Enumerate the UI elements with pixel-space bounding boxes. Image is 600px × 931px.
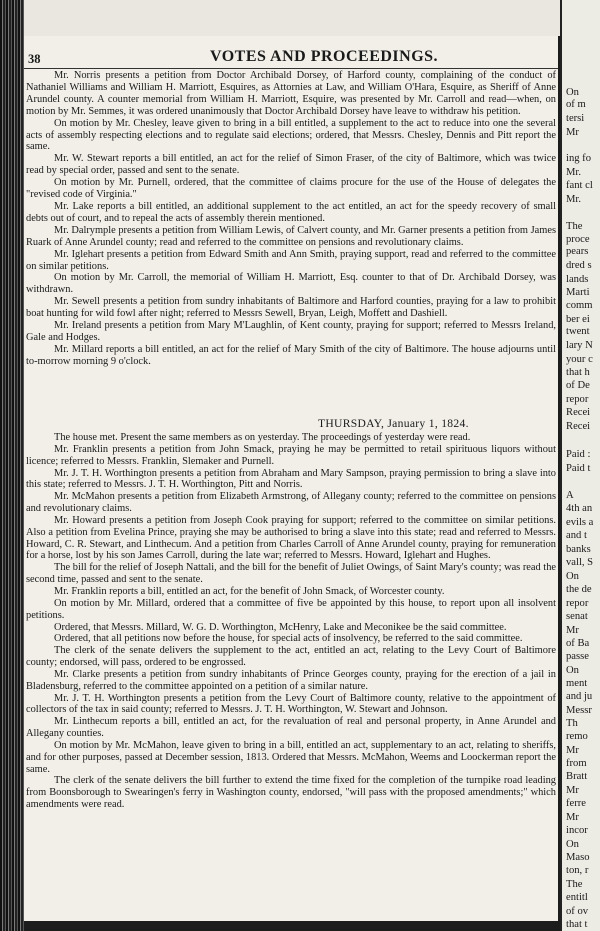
- adjacent-page-fragment: ment: [566, 678, 588, 689]
- proceeding-paragraph: Mr. Ireland presents a petition from Mary M'Laughlin, of Kent county, praying for support; referred to Messrs Ireland, Gale and Hodges.: [26, 320, 556, 343]
- adjacent-page-fragment: evils a: [566, 517, 594, 528]
- proceeding-paragraph: Mr. Franklin reports a bill, entitled an act, for the benefit of John Smack, of Worcester county.: [54, 585, 445, 597]
- adjacent-page-fragment: of m: [566, 99, 586, 110]
- proceeding-paragraph: The clerk of the senate delivers the bill further to extend the time fixed for the completion of the turnpike road leading from Boonsborough to Swearingen's ferry in Washington county, endorsed, "will pass with the proposed amendments;" which amendments were read.: [26, 775, 556, 811]
- adjacent-page-fragment: from: [566, 758, 587, 769]
- adjacent-page-fragment: The: [566, 879, 583, 890]
- proceeding-paragraph: Mr. Clarke presents a petition from sundry inhabitants of Prince Georges county, praying for the erection of a jail in Bladensburg, referred to the committee appointed on a petition of a similar nature.: [26, 668, 556, 692]
- adjacent-page-fragment: On: [566, 839, 579, 850]
- adjacent-page-fragment: of ov: [566, 906, 589, 917]
- proceeding-paragraph: Mr. Millard reports a bill entitled, an act for the relief of Mary Smith of the city of Baltimore. The house adjourns until to-morrow morning 9 o'clock.: [26, 343, 556, 367]
- adjacent-page-fragment: incor: [566, 825, 588, 836]
- adjacent-page-fragment: On: [566, 571, 579, 582]
- adjacent-page-fragment: tersi: [566, 113, 585, 124]
- adjacent-page-edge: [560, 0, 600, 931]
- proceeding-paragraph: The bill for the relief of Joseph Nattali, and the bill for the benefit of Juliet Owings, of Saint Mary's county; was read the second time, passed and sent to the senate.: [26, 562, 556, 586]
- adjacent-page-fragment: senat: [566, 611, 588, 622]
- adjacent-page-fragment: On: [566, 665, 579, 676]
- proceeding-paragraph: Mr. J. T. H. Worthington presents a petition from Abraham and Mary Sampson, praying permission to bring a slave into this state; referred to Messrs. J. T. H. Worthington, Pitt and Norris.: [26, 467, 556, 491]
- adjacent-page-fragment: pears: [566, 246, 589, 257]
- adjacent-page-fragment: Paid t: [566, 463, 591, 474]
- adjacent-page-fragment: fant cl: [566, 180, 593, 191]
- proceeding-paragraph: Mr. Norris presents a petition from Doctor Archibald Dorsey, of Harford county, complaining of the conduct of Nathaniel Williams and William H. Marriott, Esquires, as Attornies at Law, and William O'Hara, Esquire, as Sheriff of Anne Arundel county. A counter memorial from William H. Marriott, Esquire, was presented by Mr. Carroll and read—when, on motion by Mr. Semmes, it was ordered unanimously that Doctor Archibald Dorsey have leave to withdraw his petition.: [26, 70, 556, 117]
- adjacent-page-fragment: entitl: [566, 892, 588, 903]
- proceeding-paragraph: On motion by Mr. Carroll, the memorial of William H. Marriott, Esq. counter to that of Dr. Archibald Dorsey, was withdrawn.: [26, 272, 556, 296]
- adjacent-page-fragment: the de: [566, 584, 592, 595]
- adjacent-page-fragment: vall, S: [566, 557, 594, 568]
- adjacent-page-fragment: The: [566, 221, 583, 232]
- adjacent-page-fragment: Recei: [566, 407, 591, 418]
- adjacent-page-fragment: repor: [566, 598, 589, 609]
- adjacent-page-fragment: Recei: [566, 421, 591, 432]
- proceeding-paragraph: Mr. J. T. H. Worthington presents a petition from the Levy Court of Baltimore county, relative to the appointment of collectors of the tax in said county; referred to Messrs. J. T. H. Worthington, W. Stewart and Johnson.: [26, 692, 556, 716]
- proceedings-after-date: [26, 432, 556, 811]
- adjacent-page-fragment: Mr.: [566, 167, 582, 178]
- adjacent-page-fragment: dred s: [566, 260, 592, 271]
- adjacent-page-fragment: that t: [566, 919, 588, 930]
- adjacent-page-fragment: Mr: [566, 127, 579, 138]
- adjacent-page-fragment: ing fo: [566, 153, 592, 164]
- proceeding-paragraph: Mr. McMahon presents a petition from Elizabeth Armstrong, of Allegany county; referred to the committee on pensions and revolutionary claims.: [26, 491, 556, 515]
- adjacent-page-fragment: that h: [566, 367, 590, 378]
- adjacent-page-fragment: and t: [566, 530, 587, 541]
- adjacent-page-fragment: Mr: [566, 785, 579, 796]
- adjacent-page-fragment: Maso: [566, 852, 590, 863]
- adjacent-page-fragment: Th: [566, 718, 578, 729]
- adjacent-page-fragment: ton, r: [566, 865, 589, 876]
- adjacent-page-fragment: Marti: [566, 287, 590, 298]
- proceeding-paragraph: The house met. Present the same members as on yesterday. The proceedings of yesterday were read.: [54, 432, 471, 443]
- adjacent-page-fragment: repor: [566, 394, 589, 405]
- proceeding-paragraph: On motion by Mr. McMahon, leave given to bring in a bill, entitled an act, supplementary to an act, relating to sheriffs, and for other purposes, passed at December session, 1813. Ordered that Messrs. McMahon, Weems and Loockerman report the same.: [26, 739, 556, 775]
- page-number: 38: [28, 52, 41, 66]
- proceeding-paragraph: On motion by Mr. Purnell, ordered, that the committee of claims procure for the use of the House of delegates the "revised code of Virginia.": [26, 177, 556, 201]
- adjacent-page-fragment: comm: [566, 300, 593, 311]
- page-title: VOTES AND PROCEEDINGS.: [210, 48, 439, 65]
- adjacent-page-fragment: ferre: [566, 798, 586, 809]
- adjacent-page-fragment: proce: [566, 234, 590, 245]
- adjacent-page-fragment: and ju: [566, 691, 593, 702]
- adjacent-page-fragment: Bratt: [566, 771, 588, 782]
- header-rule: [24, 68, 558, 69]
- proceeding-paragraph: Mr. Franklin presents a petition from John Smack, praying he may be permitted to retail spirituous liquors without licence; referred to Messrs. Franklin, Slemaker and Purnell.: [26, 443, 556, 467]
- adjacent-page-fragment: remo: [566, 731, 588, 742]
- adjacent-page-fragment: passe: [566, 651, 589, 662]
- proceeding-paragraph: Mr. Sewell presents a petition from sundry inhabitants of Baltimore and Harford counties, praying for a law to prohibit boat hunting for wild fowl after night; referred to Messrs Sewell, Bryan, Leigh, Moffett and Dashiell.: [26, 296, 556, 320]
- adjacent-page-fragment: lary N: [566, 340, 593, 351]
- adjacent-page-fragment: Mr: [566, 625, 579, 636]
- proceeding-paragraph: On motion by Mr. Millard, ordered that a committee of five be appointed by this house, to report upon all insolvent petitions.: [26, 597, 556, 621]
- proceeding-paragraph: Mr. Linthecum reports a bill, entitled an act, for the revaluation of real and personal property, in Anne Arundel and Allegany counties.: [26, 716, 556, 740]
- proceeding-paragraph: Mr. Dalrymple presents a petition from William Lewis, of Calvert county, and Mr. Garner presents a petition from James Ruark of Anne Arundel county; read and referred to the committee on pensions and revolutionary claims.: [26, 224, 556, 248]
- date-heading: THURSDAY, January 1, 1824.: [318, 417, 469, 430]
- adjacent-page-fragment: lands: [566, 274, 589, 285]
- proceeding-paragraph: Mr. Lake reports a bill entitled, an additional supplement to the act entitled, an act for the speedy recovery of small debts out of court, and to repeal the acts of assembly therein mentioned.: [26, 200, 556, 224]
- proceeding-paragraph: On motion by Mr. Chesley, leave given to bring in a bill entitled, a supplement to the act to reduce into one the several acts of assembly respecting elections and to regulate said elections; ordered, that Messrs. Chesley, Dennis and Pitt report the same.: [26, 117, 556, 153]
- adjacent-page-fragment: Messr: [566, 705, 592, 716]
- top-margin: [0, 0, 600, 36]
- binding-gutter: [0, 0, 24, 931]
- proceeding-paragraph: The clerk of the senate delivers the supplement to the act, entitled an act, relating to the Levy Court of Baltimore county; endorsed, will pass, ordered to be engrossed.: [26, 645, 556, 669]
- adjacent-page-fragment: of De: [566, 380, 590, 391]
- proceeding-paragraph: Mr. W. Stewart reports a bill entitled, an act for the relief of Simon Fraser, of the city of Baltimore, which was twice read by special order, passed and sent to the senate.: [26, 153, 556, 177]
- adjacent-page-fragment: Mr.: [566, 194, 582, 205]
- adjacent-page-fragment: banks: [566, 544, 591, 555]
- proceedings-before-date: [26, 70, 556, 368]
- adjacent-page-fragment: On: [566, 87, 579, 98]
- adjacent-page-fragment: Paid :: [566, 449, 591, 460]
- adjacent-page-fragment: Mr: [566, 812, 579, 823]
- adjacent-page-fragment: your c: [566, 354, 593, 365]
- adjacent-page-fragment: A: [566, 490, 574, 501]
- proceeding-paragraph: Ordered, that all petitions now before the house, for special acts of insolvency, be referred to the said committee.: [54, 633, 523, 645]
- adjacent-page-fragment: of Ba: [566, 638, 590, 649]
- adjacent-page-fragment: ber ei: [566, 314, 590, 325]
- adjacent-page-fragment: twent: [566, 326, 590, 337]
- adjacent-page-fragment: Mr: [566, 745, 579, 756]
- adjacent-page-fragment: 4th an: [566, 503, 593, 514]
- proceeding-paragraph: Mr. Howard presents a petition from Joseph Cook praying for support; referred to the committee on similar petitions. Also a petition from Evelina Prince, praying she may be authorised to bring a slave into this state; read and referred to Messrs. Howard, C. R. Stewart, and Linthecum. And a petition from Charles Carroll of Anne Arundel county, praying for remuneration for a horse, lost by his son James Carroll, during the late war; referred to Messrs. Howard, Iglehart and Hughes.: [26, 514, 556, 562]
- proceeding-paragraph: Ordered, that Messrs. Millard, W. G. D. Worthington, McHenry, Lake and Meconikee be the said committee.: [54, 621, 507, 633]
- proceeding-paragraph: Mr. Iglehart presents a petition from Edward Smith and Ann Smith, praying support, read and referred to the committee on similar petitions.: [26, 248, 556, 272]
